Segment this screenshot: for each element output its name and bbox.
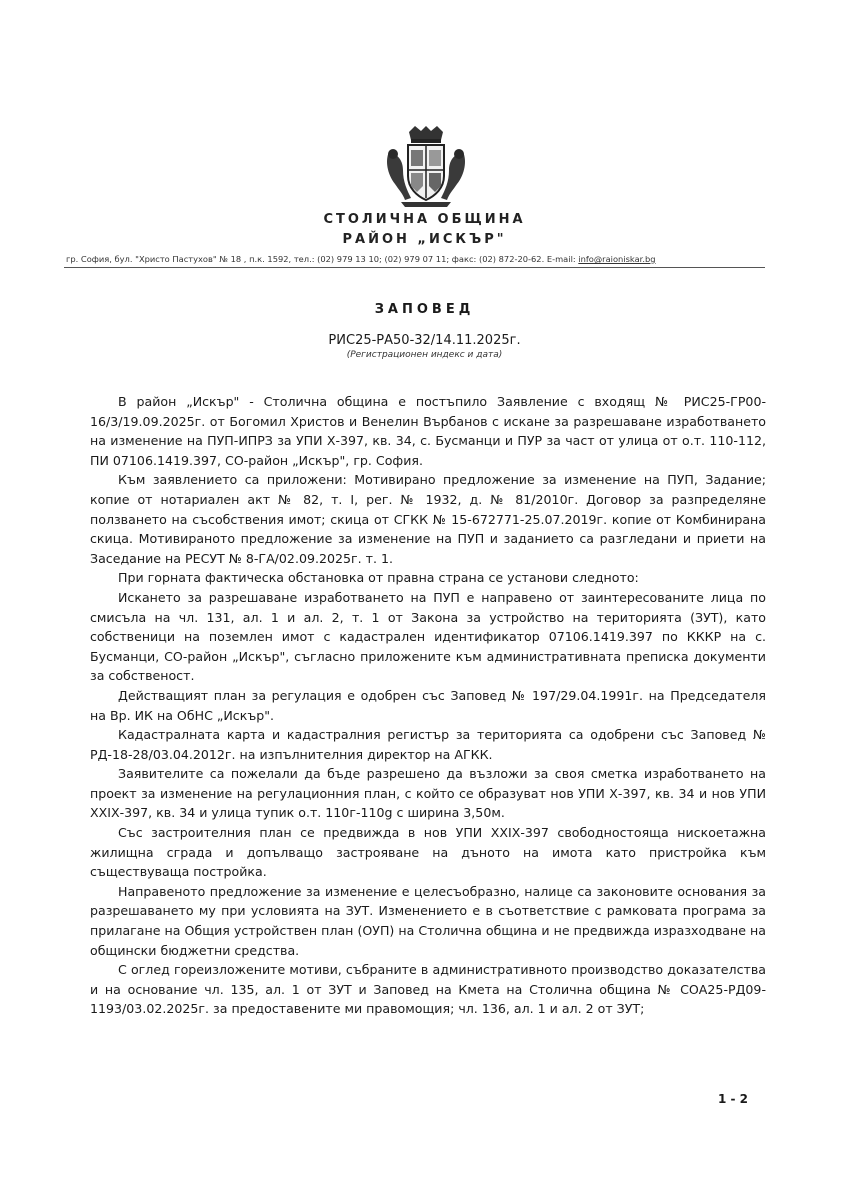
organization-name: СТОЛИЧНА ОБЩИНА — [323, 212, 526, 227]
paragraph-current-plan: Действащият план за регулация е одобрен със Заповед № 197/29.04.1991г. на Председателя на Вр. ИК на ОбНС „Искър". — [90, 687, 766, 723]
document-title: ЗАПОВЕД — [374, 302, 475, 317]
email-link[interactable]: info@raioniskar.bg — [578, 254, 656, 264]
paragraph-legal-basis: С оглед гореизложените мотиви, събраните в административното производство доказателства и на основание чл. 135, ал. 1 от ЗУТ и Заповед на Кмета на Столична община № СОА25-РД09-1193/03.02.2025г. за предоставените ми правомощия; чл. 136, ал. 1 и ал. 2 от ЗУТ; — [90, 962, 766, 1017]
page-number: 1 - 2 — [718, 1092, 749, 1106]
header-divider — [64, 267, 765, 268]
contact-line — [66, 254, 766, 264]
paragraph-applicants-wish: Заявителите са пожелали да бъде разрешено да възложи за своя сметка изработването на проект за изменение на регулационния план, с който се образуват нов УПИ Х-397, кв. 34 и нов УПИ ХХIХ-397, кв. 34 и улица тупик о.т. 110г-110g с ширина 3,50м. — [90, 766, 766, 821]
paragraph-building-plan: Със застроителния план се предвижда в нов УПИ ХХIХ-397 свободностояща нискоетажна жилищна сграда и допълващо застрояване на дъното на имота като пристройка към съществуваща постройка. — [90, 825, 766, 880]
district-name: РАЙОН „ИСКЪР" — [342, 232, 507, 247]
paragraph-legal-intro: При горната фактическа обстановка от правна страна се установи следното: — [118, 570, 639, 586]
registration-caption: (Регистрационен индекс и дата) — [346, 350, 503, 360]
coat-of-arms-icon — [381, 126, 471, 208]
contact-details: гр. София, бул. "Христо Пастухов" № 18 , п.к. 1592, тел.: (02) 979 13 10; (02) 979 07 11; факс: (02) 872-20-62. E-mail: — [66, 254, 579, 264]
paragraph-justification: Направеното предложение за изменение е целесъобразно, налице са законовите основания за разрешаването му при условията на ЗУТ. Изменението е в съответствие с рамковата програма за прилагане на Общия устройствен план (ОУП) на Столична община и не предвижда изразходване на общински бюджетни средства. — [90, 883, 766, 958]
document-body — [90, 392, 766, 1019]
paragraph-attachments: Към заявлението са приложени: Мотивирано предложение за изменение на ПУП, Задание; копие от нотариален акт № 82, т. I, рег. № 1932, д. № 81/2010г. Договор за разпределяне ползването на съсобствения имот; скица от СГКК № 15-672771-25.07.2019г. копие от Комбинирана скица. Мотивираното предложение за изменение на ПУП и заданието са разгледани и приети на Заседание на РЕСУТ № 8-ГА/02.09.2025г. т. 1. — [90, 472, 766, 566]
paragraph-cadastral-map: Кадастралната карта и кадастралния регистър за територията са одобрени със Заповед № РД-18-28/03.04.2012г. на изпълнителния директор на АГКК. — [90, 727, 766, 762]
registration-number: РИС25-РА50-32/14.11.2025г. — [328, 333, 521, 348]
paragraph-application: В район „Искър" - Столична община е постъпило Заявление с входящ № РИС25-ГР00-16/3/19.09.2025г. от Богомил Христов и Венелин Върбанов с искане за разрешаване изработването на изменение на ПУП-ИПРЗ за УПИ Х-397, кв. 34, с. Бусманци и ПУР за част от улица от о.т. 110-112, ПИ 07106.1419.397, СО-район „Искър", гр. София. — [90, 394, 766, 468]
paragraph-request: Искането за разрешаване изработването на ПУП е направено от заинтересованите лица по смисъла на чл. 131, ал. 1 и ал. 2, т. 1 от Закона за устройство на територията (ЗУТ), като собственици на поземлен имот с кадастрален идентификатор 07106.1419.397 по КККР на с. Бусманци, СО-район „Искър", съгласно приложените към административната преписка документи за собственост. — [90, 589, 766, 684]
